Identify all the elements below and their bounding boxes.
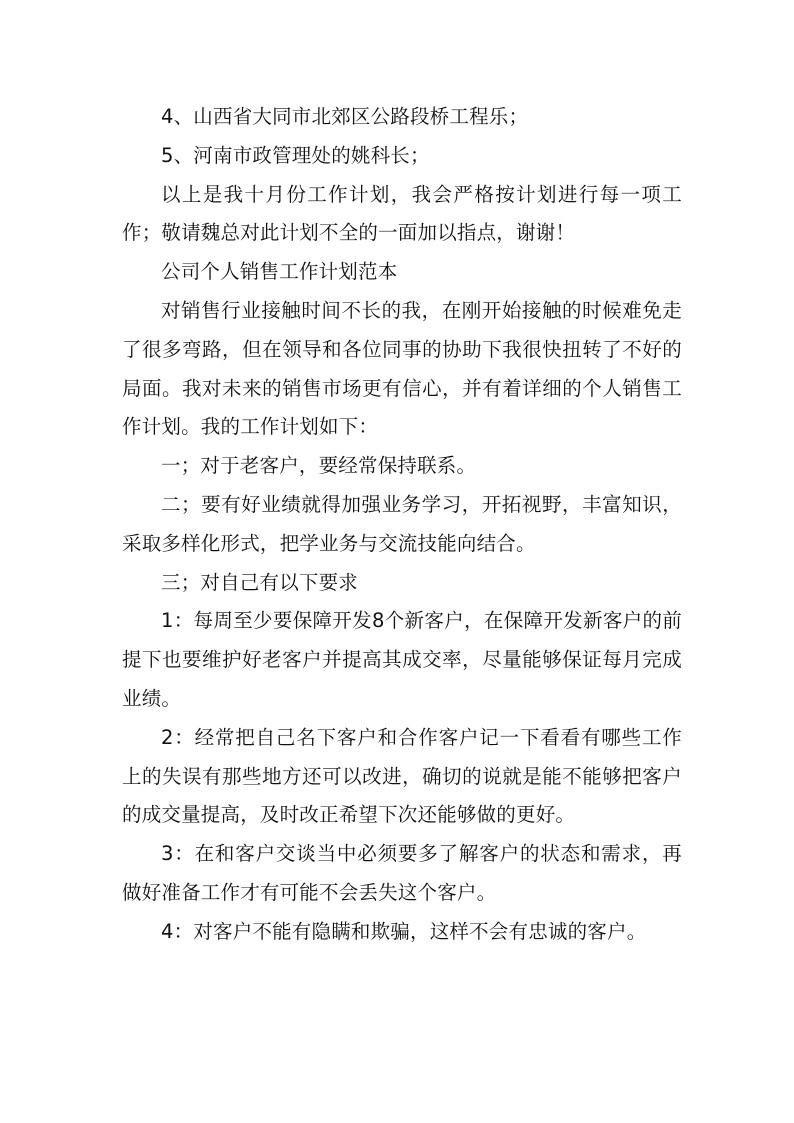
paragraph-point-3: 三；对自己有以下要求 [161, 570, 359, 594]
paragraph-requirement-1: 1：每周至少要保障开发8个新客户，在保障开发新客户的前提下也要维护好老客户并提高其成交率，尽量能够保证每月完成业绩。 [122, 609, 682, 710]
paragraph-requirement-2: 2：经常把自己名下客户和合作客户记一下看看有哪些工作上的失误有那些地方还可以改进，确切的说就是能不能够把客户的成交量提高，及时改正希望下次还能够做的更好。 [122, 725, 682, 827]
paragraph-point-1: 一；对于老客户，要经常保持联系。 [161, 454, 477, 478]
section-title: 公司个人销售工作计划范本 [161, 260, 398, 284]
paragraph-requirement-3: 3：在和客户交谈当中必须要多了解客户的状态和需求，再做好准备工作才有可能不会丢失这个客户。 [122, 842, 682, 904]
paragraph-item-5: 5、河南市政管理处的姚科长； [161, 143, 430, 167]
document-body [122, 98, 682, 952]
paragraph-item-4: 4、山西省大同市北郊区公路段桥工程乐； [161, 105, 529, 128]
paragraph-intro: 对销售行业接触时间不长的我，在刚开始接触的时候难免走了很多弯路，但在领导和各位同事的协助下我很快扭转了不好的局面。我对未来的销售市场更有信心，并有着详细的个人销售工作计划。我的工作计划如下： [122, 298, 682, 439]
paragraph-requirement-4: 4：对客户不能有隐瞒和欺骗，这样不会有忠诚的客户。 [161, 919, 647, 943]
paragraph-plan-summary: 以上是我十月份工作计划，我会严格按计划进行每一项工作；敬请魏总对此计划不全的一面加以指点，谢谢！ [122, 182, 682, 245]
paragraph-point-2: 二；要有好业绩就得加强业务学习，开拓视野，丰富知识，采取多样化形式，把学业务与交流技能向结合。 [122, 492, 682, 555]
